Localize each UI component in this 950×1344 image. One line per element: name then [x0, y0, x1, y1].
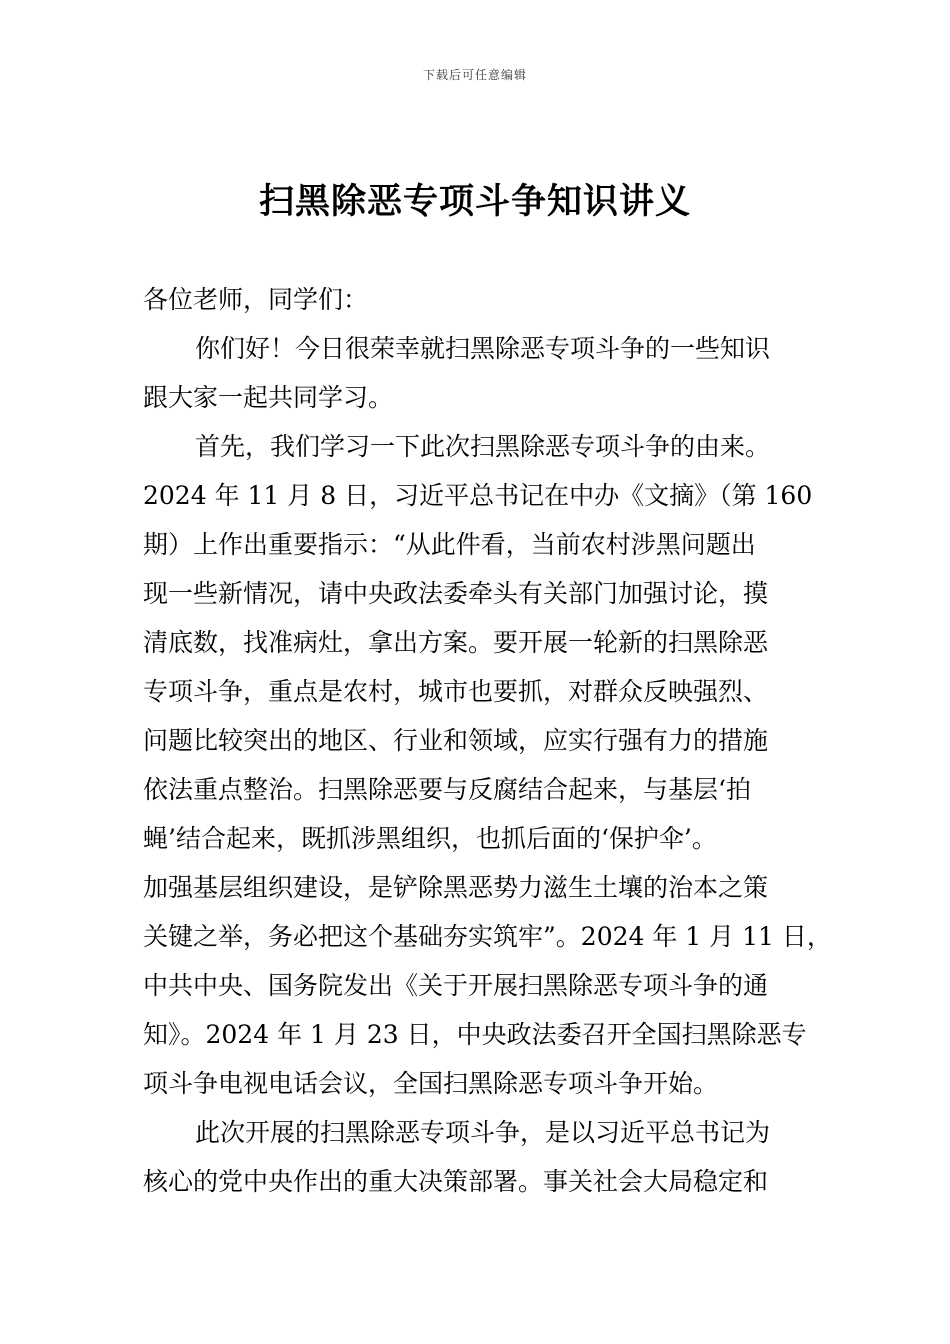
text-line: 跟大家一起共同学习。 [143, 383, 394, 412]
text-line: 核心的党中央作出的重大决策部署。事关社会大局稳定和 [143, 1167, 769, 1196]
salutation: 各位老师，同学们： [143, 285, 369, 314]
text-line: 现一些新情况，请中央政法委牵头有关部门加强讨论，摸 [143, 579, 769, 608]
document-body [143, 275, 832, 1206]
text-line: 项斗争电视电话会议，全国扫黑除恶专项斗争开始。 [143, 1069, 719, 1098]
text-line: 蝇’结合起来，既抓涉黑组织，也抓后面的‘保护伞’。 [143, 824, 717, 853]
paragraph-2 [143, 422, 832, 1108]
text-line: 清底数，找准病灶，拿出方案。要开展一轮新的扫黑除恶 [143, 628, 769, 657]
document-title: 扫黑除恶专项斗争知识讲义 [258, 182, 691, 222]
text-line: 你们好！今日很荣幸就扫黑除恶专项斗争的一些知识 [195, 334, 771, 363]
text-line: 加强基层组织建设，是铲除黑恶势力滋生土壤的治本之策 [143, 873, 769, 902]
paragraph-1 [143, 324, 823, 422]
text-line: 此次开展的扫黑除恶专项斗争，是以习近平总书记为 [195, 1118, 771, 1147]
text-line: 依法重点整治。扫黑除恶要与反腐结合起来，与基层‘拍 [143, 775, 751, 804]
text-line: 2024 年 11 月 8 日，习近平总书记在中办《文摘》（第 160 [143, 481, 813, 510]
page-header: 下载后可任意编辑 [422, 68, 527, 82]
paragraph-3 [143, 1108, 823, 1206]
text-line: 首先，我们学习一下此次扫黑除恶专项斗争的由来。 [195, 432, 771, 461]
text-line: 问题比较突出的地区、行业和领域，应实行强有力的措施 [143, 726, 769, 755]
text-line: 中共中央、国务院发出《关于开展扫黑除恶专项斗争的通 [143, 971, 769, 1000]
text-line: 专项斗争，重点是农村，城市也要抓，对群众反映强烈、 [143, 677, 769, 706]
text-line: 知》。2024 年 1 月 23 日，中央政法委召开全国扫黑除恶专 [143, 1020, 807, 1049]
text-line: 期）上作出重要指示：“从此件看，当前农村涉黑问题出 [143, 530, 756, 559]
text-line: 关键之举，务必把这个基础夯实筑牢”。2024 年 1 月 11 日， [143, 922, 832, 951]
